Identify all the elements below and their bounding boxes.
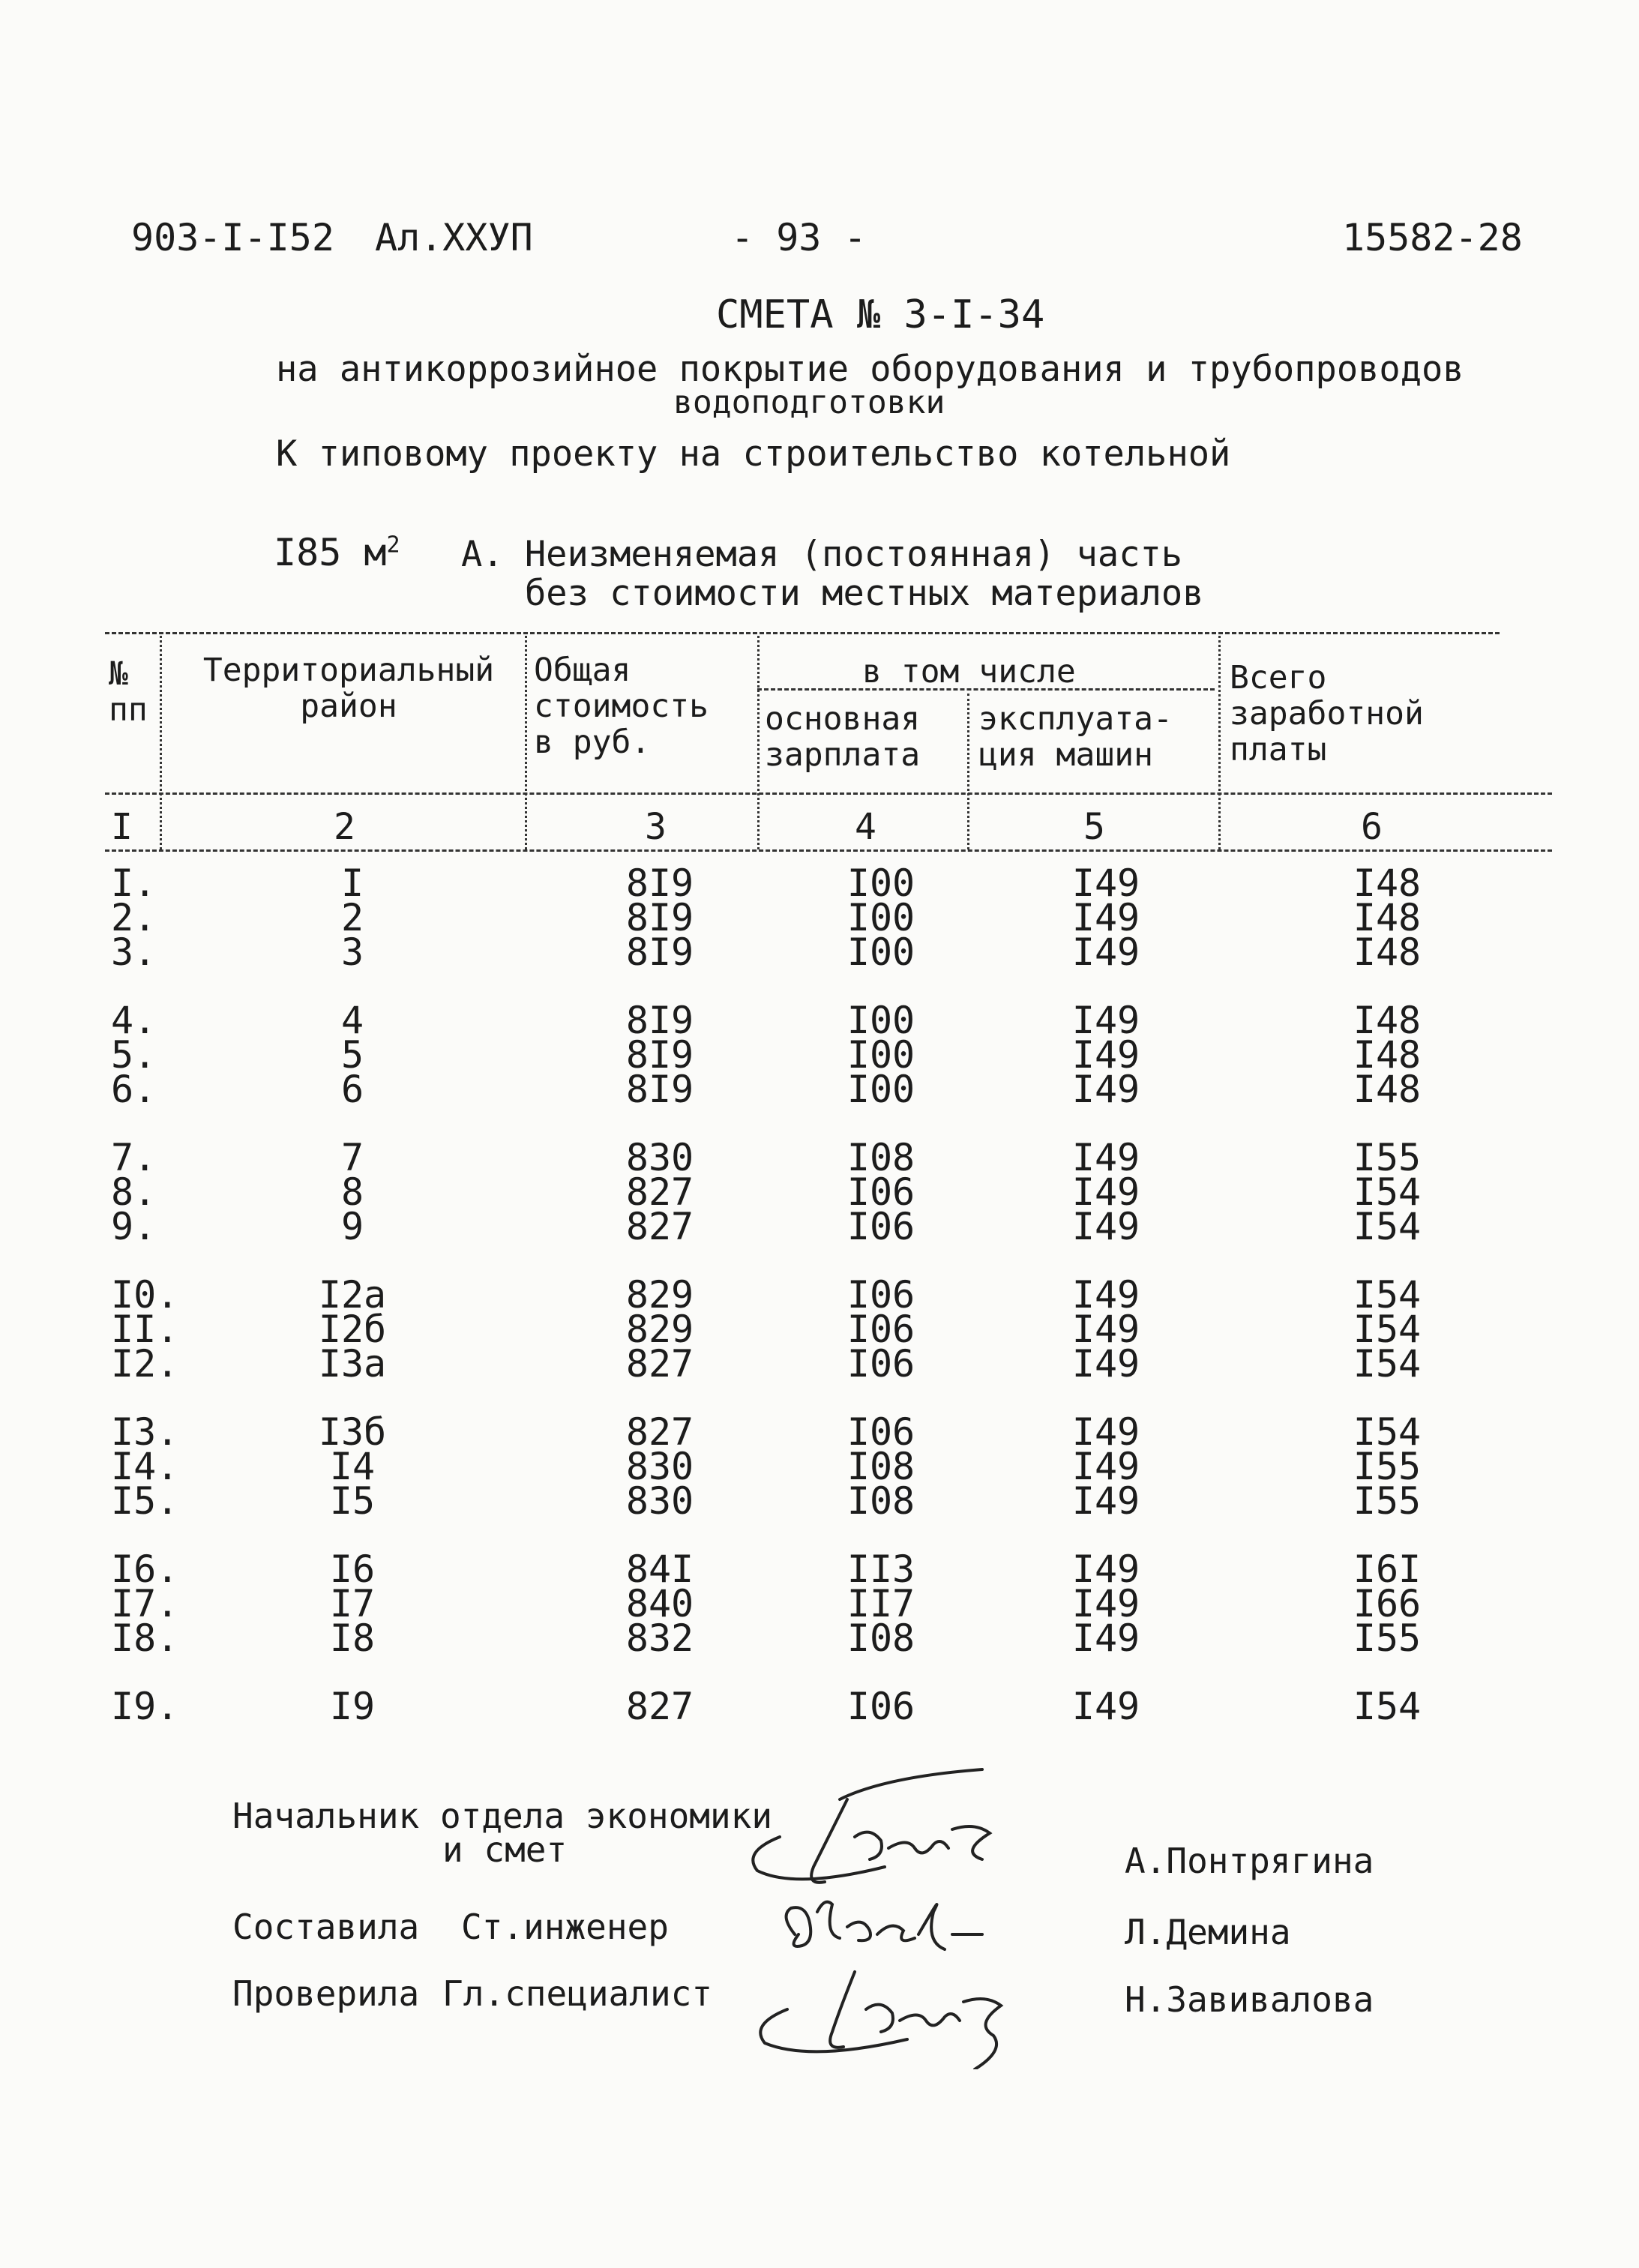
table-cell-r1-c1: I. (111, 861, 157, 905)
column-number-4: 4 (855, 806, 876, 848)
header-col3-line1: Общая (534, 652, 631, 689)
table-cell-r16-c2: I6 (329, 1547, 376, 1591)
table-cell-r9-c1: 9. (111, 1205, 157, 1248)
table-cell-r13-c2: I3б (318, 1410, 387, 1454)
header-col3-line3: в руб. (534, 724, 651, 761)
table-cell-r16-c3: 84I (625, 1547, 694, 1591)
table-cell-r4-c6: I48 (1353, 999, 1422, 1042)
part-a-subheading: без стоимости местных материалов (525, 573, 1204, 614)
table-cell-r8-c3: 827 (625, 1170, 694, 1214)
table-cell-r10-c2: I2а (318, 1273, 387, 1317)
table-cell-r5-c5: I49 (1071, 1033, 1140, 1077)
table-cell-r18-c5: I49 (1071, 1616, 1140, 1660)
table-cell-r10-c5: I49 (1071, 1273, 1140, 1317)
part-a-heading: А. Неизменяемая (постоянная) часть (461, 534, 1183, 575)
signature-name-2: Л.Демина (1125, 1912, 1291, 1952)
header-col5 (978, 701, 1173, 773)
table-cell-r3-c6: I48 (1353, 930, 1422, 974)
table-cell-r6-c6: I48 (1353, 1068, 1422, 1111)
handwritten-signature-image (735, 1754, 1080, 2069)
header-col5-line1: эксплуата- (978, 700, 1173, 738)
table-cell-r16-c4: II3 (846, 1547, 915, 1591)
table-cell-r11-c1: II. (111, 1308, 179, 1351)
table-cell-r14-c1: I4. (111, 1445, 179, 1488)
column-number-2: 2 (334, 806, 355, 848)
header-col1-line1: № (109, 655, 128, 693)
table-cell-r1-c5: I49 (1071, 861, 1140, 905)
table-cell-r6-c3: 8I9 (625, 1068, 694, 1111)
table-cell-r14-c5: I49 (1071, 1445, 1140, 1488)
table-cell-r5-c2: 5 (340, 1033, 364, 1077)
table-cell-r15-c2: I5 (329, 1479, 376, 1523)
table-cell-r2-c5: I49 (1071, 896, 1140, 939)
header-bottom-rule (105, 792, 1552, 795)
table-cell-r16-c5: I49 (1071, 1547, 1140, 1591)
table-cell-r9-c6: I54 (1353, 1205, 1422, 1248)
table-cell-r6-c2: 6 (340, 1068, 364, 1111)
table-cell-r19-c4: I06 (846, 1685, 915, 1728)
table-cell-r4-c5: I49 (1071, 999, 1140, 1042)
table-cell-r17-c3: 840 (625, 1582, 694, 1625)
signature-name-3: Н.Завивалова (1125, 1979, 1374, 2020)
header-col6 (1230, 660, 1424, 768)
table-cell-r11-c2: I2б (318, 1308, 387, 1351)
table-cell-r5-c6: I48 (1353, 1033, 1422, 1077)
table-cell-r1-c6: I48 (1353, 861, 1422, 905)
table-cell-r18-c6: I55 (1353, 1616, 1422, 1660)
vrule-1 (160, 636, 162, 849)
table-cell-r2-c2: 2 (340, 896, 364, 939)
doc-number: 15582-28 (1342, 216, 1523, 259)
table-cell-r12-c1: I2. (111, 1342, 179, 1386)
table-cell-r17-c4: II7 (846, 1582, 915, 1625)
table-cell-r9-c4: I06 (846, 1205, 915, 1248)
area-value: I85 м (274, 531, 387, 574)
signature-title-engineer: Ст.инженер (461, 1907, 669, 1947)
table-cell-r7-c2: 7 (340, 1136, 364, 1179)
table-cell-r18-c1: I8. (111, 1616, 179, 1660)
signature-name-1: А.Понтрягина (1125, 1841, 1374, 1881)
table-cell-r9-c3: 827 (625, 1205, 694, 1248)
table-cell-r3-c1: 3. (111, 930, 157, 974)
signature-role-compiled: Составила (232, 1907, 420, 1947)
table-cell-r11-c4: I06 (846, 1308, 915, 1351)
area-label (274, 531, 400, 574)
header-col1-line2: пп (109, 691, 148, 729)
table-cell-r12-c4: I06 (846, 1342, 915, 1386)
vrule-2 (525, 636, 527, 849)
table-cell-r10-c1: I0. (111, 1273, 179, 1317)
table-cell-r2-c6: I48 (1353, 896, 1422, 939)
table-cell-r3-c2: 3 (340, 930, 364, 974)
table-cell-r6-c1: 6. (111, 1068, 157, 1111)
table-cell-r18-c4: I08 (846, 1616, 915, 1660)
header-col6-line2: заработной (1230, 695, 1424, 733)
subtitle-line-3: К типовому проекту на строительство котельной (276, 433, 1231, 475)
column-number-rule (105, 849, 1552, 852)
table-cell-r10-c4: I06 (846, 1273, 915, 1317)
signature-role-head: Начальник отдела экономики (232, 1796, 773, 1836)
header-col3-line2: стоимость (534, 688, 709, 725)
table-cell-r14-c4: I08 (846, 1445, 915, 1488)
table-top-rule (105, 632, 1500, 634)
header-col5-line2: ция машин (978, 736, 1153, 774)
table-cell-r13-c5: I49 (1071, 1410, 1140, 1454)
column-number-1: I (111, 806, 133, 848)
table-cell-r6-c4: I00 (846, 1068, 915, 1111)
table-cell-r12-c3: 827 (625, 1342, 694, 1386)
area-unit-superscript: 2 (386, 532, 400, 559)
table-cell-r13-c1: I3. (111, 1410, 179, 1454)
table-cell-r2-c1: 2. (111, 896, 157, 939)
table-cell-r17-c6: I66 (1353, 1582, 1422, 1625)
table-cell-r8-c6: I54 (1353, 1170, 1422, 1214)
header-group: в том числе (862, 653, 1076, 691)
table-cell-r4-c4: I00 (846, 999, 915, 1042)
table-cell-r14-c6: I55 (1353, 1445, 1422, 1488)
table-cell-r17-c1: I7. (111, 1582, 179, 1625)
column-number-6: 6 (1361, 806, 1383, 848)
page-title: СМЕТА № 3-I-34 (716, 292, 1045, 337)
table-cell-r8-c5: I49 (1071, 1170, 1140, 1214)
table-cell-r11-c3: 829 (625, 1308, 694, 1351)
table-cell-r19-c5: I49 (1071, 1685, 1140, 1728)
table-cell-r3-c3: 8I9 (625, 930, 694, 974)
table-cell-r8-c2: 8 (340, 1170, 364, 1214)
table-cell-r7-c4: I08 (846, 1136, 915, 1179)
header-col1 (109, 656, 148, 728)
table-cell-r8-c1: 8. (111, 1170, 157, 1214)
table-cell-r5-c1: 5. (111, 1033, 157, 1077)
table-cell-r11-c5: I49 (1071, 1308, 1140, 1351)
table-cell-r16-c6: I6I (1353, 1547, 1422, 1591)
table-cell-r15-c5: I49 (1071, 1479, 1140, 1523)
table-cell-r5-c3: 8I9 (625, 1033, 694, 1077)
signature-title-specialist: Гл.специалист (442, 1973, 713, 2014)
header-col3 (534, 652, 709, 760)
table-cell-r16-c1: I6. (111, 1547, 179, 1591)
table-cell-r19-c6: I54 (1353, 1685, 1422, 1728)
column-number-5: 5 (1083, 806, 1105, 848)
table-cell-r4-c2: 4 (340, 999, 364, 1042)
table-cell-r15-c4: I08 (846, 1479, 915, 1523)
signature-role-head-2: и смет (442, 1829, 568, 1870)
table-cell-r12-c5: I49 (1071, 1342, 1140, 1386)
table-cell-r18-c3: 832 (625, 1616, 694, 1660)
table-cell-r12-c2: I3а (318, 1342, 387, 1386)
table-cell-r19-c1: I9. (111, 1685, 179, 1728)
table-cell-r17-c2: I7 (329, 1582, 376, 1625)
page-number: - 93 - (731, 216, 867, 259)
header-col2-line1: Территориальный (202, 652, 495, 689)
table-cell-r13-c3: 827 (625, 1410, 694, 1454)
table-cell-r6-c5: I49 (1071, 1068, 1140, 1111)
table-cell-r12-c6: I54 (1353, 1342, 1422, 1386)
column-number-3: 3 (645, 806, 667, 848)
header-col4 (765, 701, 920, 773)
vrule-5 (1218, 636, 1221, 849)
table-cell-r7-c5: I49 (1071, 1136, 1140, 1179)
table-cell-r15-c3: 830 (625, 1479, 694, 1523)
table-cell-r7-c6: I55 (1353, 1136, 1422, 1179)
signature-role-checked: Проверила (232, 1973, 420, 2014)
table-cell-r4-c1: 4. (111, 999, 157, 1042)
album-number: Ал.ХХУП (375, 216, 533, 259)
table-cell-r7-c1: 7. (111, 1136, 157, 1179)
header-col4-line2: зарплата (765, 736, 921, 774)
table-cell-r2-c3: 8I9 (625, 896, 694, 939)
table-cell-r14-c3: 830 (625, 1445, 694, 1488)
subtitle-line-2: водоподготовки (673, 384, 945, 421)
table-cell-r8-c4: I06 (846, 1170, 915, 1214)
header-col4-line1: основная (765, 700, 921, 738)
vrule-3 (757, 636, 760, 849)
table-cell-r4-c3: 8I9 (625, 999, 694, 1042)
vrule-4 (967, 694, 969, 849)
table-cell-r15-c1: I5. (111, 1479, 179, 1523)
table-cell-r9-c5: I49 (1071, 1205, 1140, 1248)
table-cell-r3-c4: I00 (846, 930, 915, 974)
table-cell-r13-c4: I06 (846, 1410, 915, 1454)
table-cell-r15-c6: I55 (1353, 1479, 1422, 1523)
table-cell-r10-c6: I54 (1353, 1273, 1422, 1317)
header-col6-line3: платы (1230, 731, 1327, 768)
table-cell-r11-c6: I54 (1353, 1308, 1422, 1351)
table-cell-r7-c3: 830 (625, 1136, 694, 1179)
table-cell-r19-c3: 827 (625, 1685, 694, 1728)
document-code: 903-I-I52 (131, 216, 334, 259)
header-col6-line1: Всего (1230, 659, 1327, 697)
table-cell-r13-c6: I54 (1353, 1410, 1422, 1454)
header-col2 (191, 652, 506, 724)
table-cell-r1-c4: I00 (846, 861, 915, 905)
table-cell-r19-c2: I9 (329, 1685, 376, 1728)
table-cell-r17-c5: I49 (1071, 1582, 1140, 1625)
table-cell-r1-c3: 8I9 (625, 861, 694, 905)
header-col2-line2: район (300, 688, 397, 725)
table-cell-r3-c5: I49 (1071, 930, 1140, 974)
table-cell-r1-c2: I (340, 861, 364, 905)
table-cell-r18-c2: I8 (329, 1616, 376, 1660)
subtitle-line-1: на антикоррозийное покрытие оборудования и трубопроводов (276, 349, 1464, 390)
table-cell-r10-c3: 829 (625, 1273, 694, 1317)
table-cell-r5-c4: I00 (846, 1033, 915, 1077)
table-cell-r14-c2: I4 (329, 1445, 376, 1488)
table-cell-r9-c2: 9 (340, 1205, 364, 1248)
table-cell-r2-c4: I00 (846, 896, 915, 939)
